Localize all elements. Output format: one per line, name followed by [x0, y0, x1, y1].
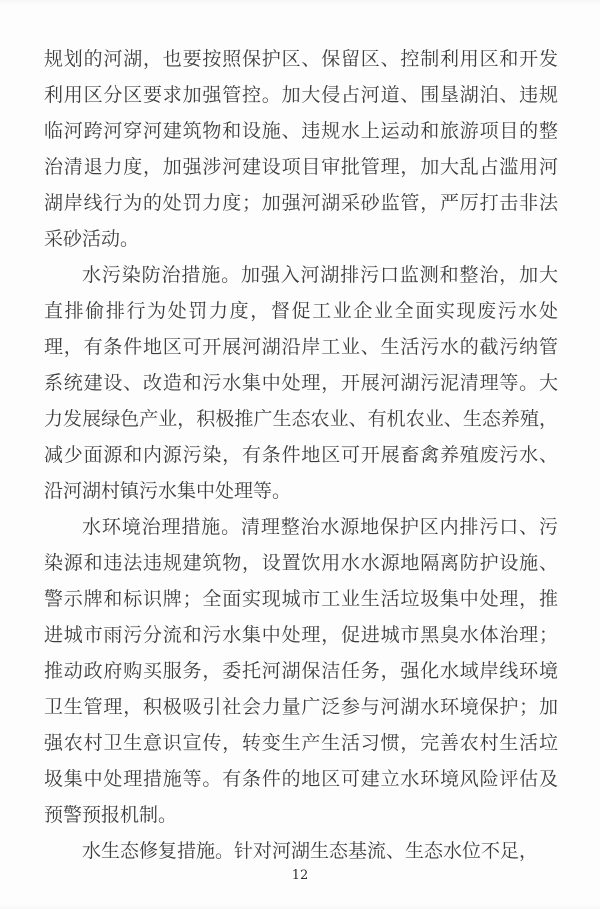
text-line: 推动政府购买服务，委托河湖保洁任务，强化水域岸线环境 — [44, 660, 558, 682]
text-line: 规划的河湖，也要按照保护区、保留区、控制利用区和开发 — [44, 48, 558, 70]
text-line: 沿河湖村镇污水集中处理等。 — [44, 480, 292, 502]
text-line: 理，有条件地区可开展河湖沿岸工业、生活污水的截污纳管 — [44, 336, 558, 358]
paragraph — [44, 41, 558, 257]
text-line: 水环境治理措施。清理整治水源地保护区内排污口、污 — [82, 516, 558, 538]
text-line: 湖岸线行为的处罚力度；加强河湖采砂监管，严厉打击非法 — [44, 192, 558, 214]
text-line: 利用区分区要求加强管控。加大侵占河道、围垦湖泊、违规 — [44, 84, 558, 106]
paragraph — [44, 257, 558, 509]
text-line: 减少面源和内源污染，有条件地区可开展畜禽养殖废污水、 — [44, 444, 558, 466]
text-line: 警示牌和标识牌；全面实现城市工业生活垃圾集中处理，推 — [44, 588, 558, 610]
text-line: 力发展绿色产业，积极推广生态农业、有机农业、生态养殖， — [44, 408, 558, 430]
text-line: 直排偷排行为处罚力度，督促工业企业全面实现废污水处 — [44, 300, 558, 322]
text-line: 采砂活动。 — [44, 228, 140, 250]
text-line: 染源和违法违规建筑物，设置饮用水水源地隔离防护设施、 — [44, 552, 558, 574]
text-line: 圾集中处理措施等。有条件的地区可建立水环境风险评估及 — [44, 768, 558, 790]
text-line: 进城市雨污分流和污水集中处理，促进城市黑臭水体治理； — [44, 624, 558, 646]
paragraph — [44, 833, 558, 869]
text-line: 系统建设、改造和污水集中处理，开展河湖污泥清理等。大 — [44, 372, 558, 394]
text-line: 卫生管理，积极吸引社会力量广泛参与河湖水环境保护；加 — [44, 696, 558, 718]
text-line: 临河跨河穿河建筑物和设施、违规水上运动和旅游项目的整 — [44, 120, 558, 142]
text-line: 水污染防治措施。加强入河湖排污口监测和整治，加大 — [82, 264, 558, 286]
text-line: 治清退力度，加强涉河建设项目审批管理，加大乱占滥用河 — [44, 156, 558, 178]
text-line: 水生态修复措施。针对河湖生态基流、生态水位不足， — [82, 840, 539, 862]
document-body — [44, 41, 558, 869]
page-number: 12 — [291, 868, 309, 883]
text-line: 预警预报机制。 — [44, 804, 178, 826]
text-line: 强农村卫生意识宣传，转变生产生活习惯，完善农村生活垃 — [44, 732, 558, 754]
paragraph — [44, 509, 558, 833]
